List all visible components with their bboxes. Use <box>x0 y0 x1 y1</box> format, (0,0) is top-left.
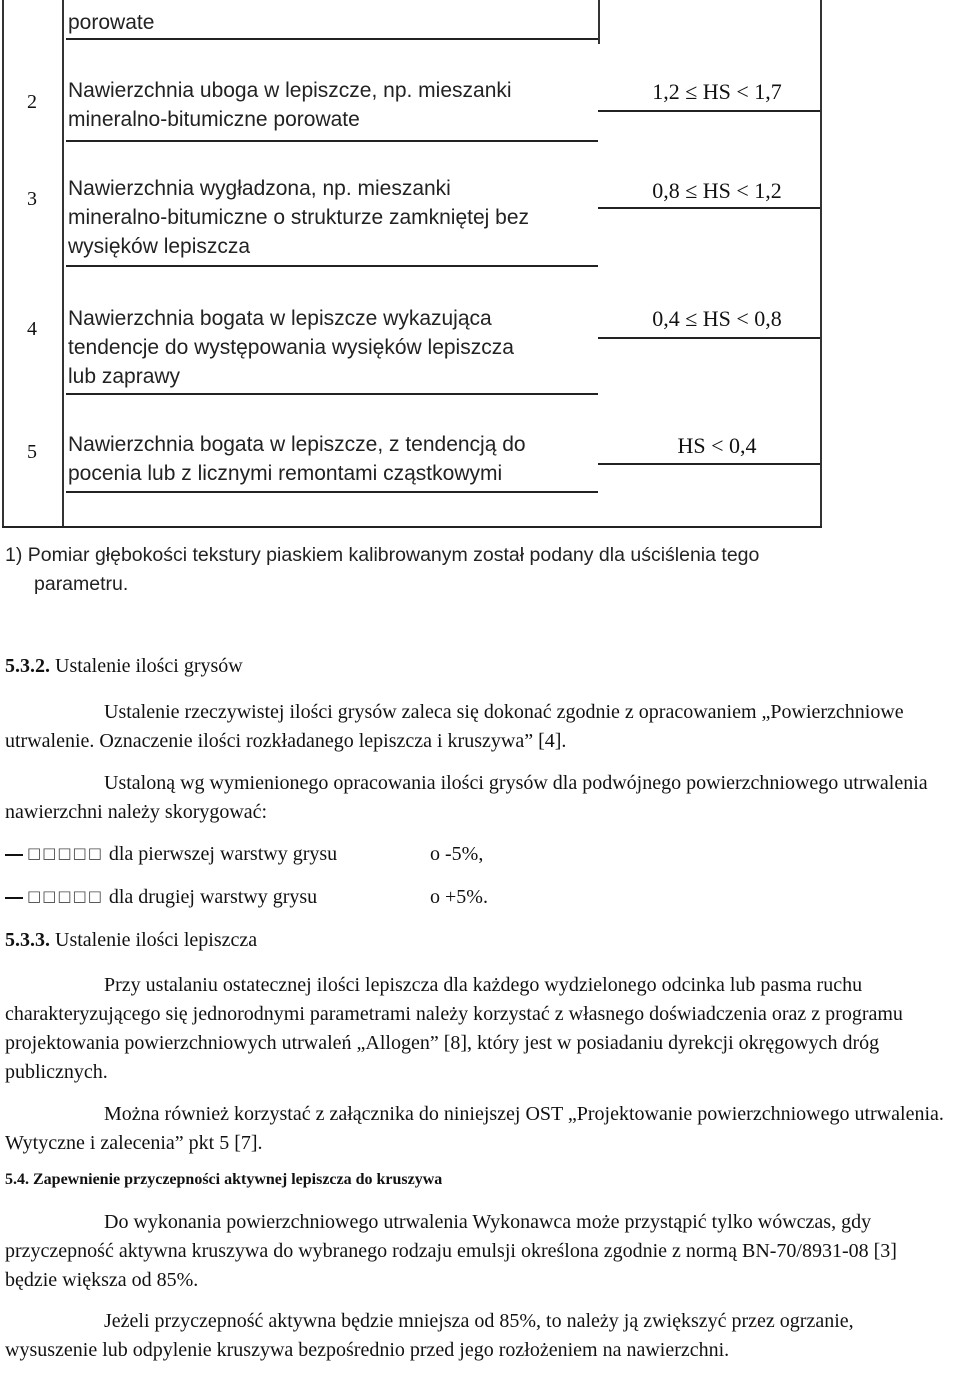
dash-bullet <box>5 854 23 856</box>
row-divider <box>66 265 598 267</box>
paragraph: Jeżeli przyczepność aktywna będzie mniejsza od 85%, to należy ją zwiększyć przez ogrzanie, wysuszenie lub odpylenie kruszywa bezpośrednio przed jego rozłożeniem na nawierzchni. <box>5 1310 854 1361</box>
row-description: Nawierzchnia bogata w lepiszcze, z tendencją do pocenia lub z licznymi remontami cząstkowymi <box>68 433 526 485</box>
row-number: 5 <box>27 441 37 463</box>
paragraph: Można również korzystać z załącznika do niniejszej OST „Projektowanie powierzchniowego utrwalenia. Wytyczne i zalecenia” pkt 5 [7]. <box>5 1103 944 1154</box>
section-heading-54: 5.4. Zapewnienie przyczepności aktywnej lepiszcza do kruszywa <box>5 1171 443 1188</box>
row-divider <box>66 491 598 493</box>
row-description: Nawierzchnia bogata w lepiszcze wykazująca tendencje do występowania wysięków lepiszcza lub zaprawy <box>68 307 514 388</box>
dash-bullet <box>5 897 23 899</box>
row-description: Nawierzchnia wygładzona, np. mieszanki mineralno-bitumiczne o strukturze zamkniętej bez wysięków lepiszcza <box>68 177 530 258</box>
table-cell-fragment: porowate <box>68 11 155 34</box>
hs-range: 1,2 ≤ HS < 1,7 <box>652 79 782 104</box>
row-number: 2 <box>27 91 37 113</box>
section-heading-533: 5.3.3. Ustalenie ilości lepiszcza <box>5 929 258 951</box>
missing-glyph-icon: □□□□□ <box>27 887 103 905</box>
row-divider <box>66 38 598 40</box>
paragraph: Przy ustalaniu ostatecznej ilości lepiszcza dla każdego wydzielonego odcinka lub pasma ruchu charakteryzującego się jednorodnymi parametrami należy korzystać z własnego doświadczenia oraz z programu projektowania powierzchniowych utrwaleń „Allogen” [8], który jest w posiadaniu dyrekcji okręgowych dróg publicznych. <box>5 974 903 1083</box>
table-border-col1 <box>62 0 64 528</box>
list-item: □□□□□ dla drugiej warstwy grysu o +5%. <box>5 886 317 909</box>
classification-table <box>0 0 960 530</box>
table-border-left <box>2 0 4 528</box>
range-underline <box>598 337 820 339</box>
table-border-col2 <box>598 0 600 44</box>
missing-glyph-icon: □□□□□ <box>27 844 103 862</box>
list-item: □□□□□ dla pierwszej warstwy grysu o -5%, <box>5 843 337 866</box>
range-underline <box>598 207 820 209</box>
row-divider <box>66 140 598 142</box>
hs-range: 0,4 ≤ HS < 0,8 <box>652 306 782 331</box>
table-border-bottom <box>2 526 822 528</box>
paragraph: Do wykonania powierzchniowego utrwalenia Wykonawca może przystąpić tylko wówczas, gdy przyczepność aktywna kruszywa do wybranego rodzaju emulsji określona zgodnie z normą BN-70/8931-08 [3] będzie większa od 85%. <box>5 1211 897 1291</box>
range-underline <box>598 110 820 112</box>
row-divider <box>66 393 598 395</box>
row-number: 4 <box>27 318 37 340</box>
hs-range: HS < 0,4 <box>677 433 757 458</box>
paragraph: Ustaloną wg wymienionego opracowania ilości grysów dla podwójnego powierzchniowego utrwalenia nawierzchni należy skorygować: <box>5 772 928 823</box>
paragraph: Ustalenie rzeczywistej ilości grysów zaleca się dokonać zgodnie z opracowaniem „Powierzchniowe utrwalenie. Oznaczenie ilości rozkładanego lepiszcza i kruszywa” [4]. <box>5 701 904 752</box>
row-number: 3 <box>27 188 37 210</box>
section-heading-532: 5.3.2. Ustalenie ilości grysów <box>5 655 243 677</box>
row-description: Nawierzchnia uboga w lepiszcze, np. mieszanki mineralno-bitumiczne porowate <box>68 79 512 131</box>
hs-range: 0,8 ≤ HS < 1,2 <box>652 178 782 203</box>
range-underline <box>598 463 820 465</box>
table-footnote: 1) Pomiar głębokości tekstury piaskiem kalibrowanym został podany dla uściślenia tego parametru. <box>5 544 760 595</box>
